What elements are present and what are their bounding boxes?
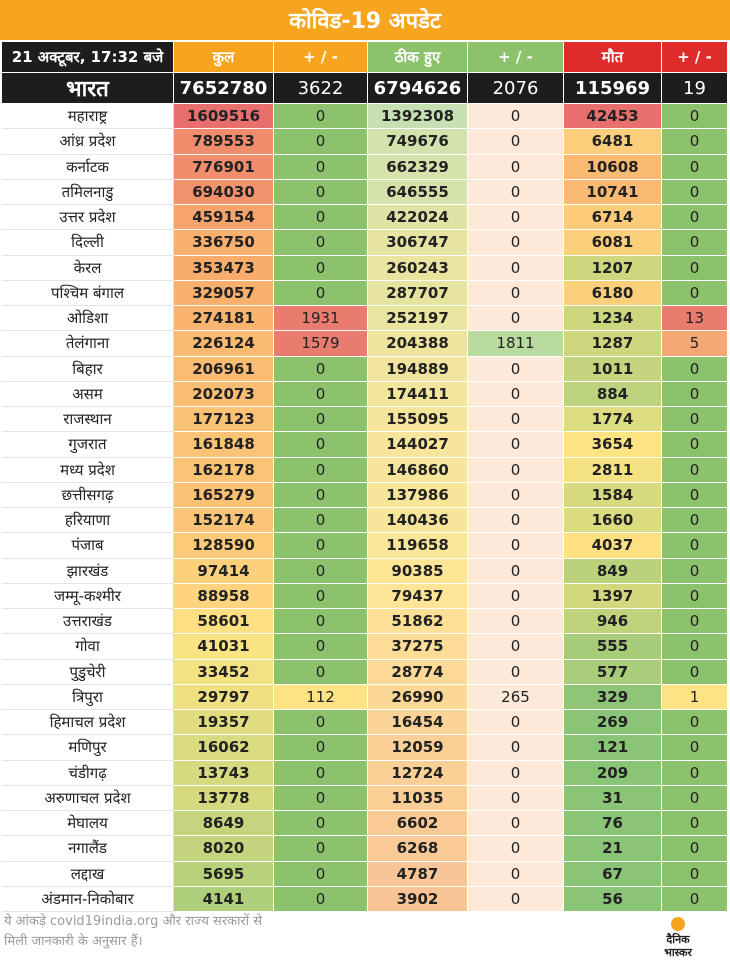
state-name: नगालैंड — [2, 836, 174, 861]
recovered-delta-cell: 0 — [468, 306, 564, 331]
deaths-delta-cell: 0 — [662, 104, 728, 129]
state-name: पंजाब — [2, 533, 174, 558]
recovered-cell: 12059 — [368, 735, 468, 760]
deaths-cell: 3654 — [564, 432, 662, 457]
table-row — [2, 660, 728, 685]
deaths-delta-cell: 0 — [662, 634, 728, 659]
state-name: अरुणाचल प्रदेश — [2, 786, 174, 811]
recovered-delta-cell: 0 — [468, 735, 564, 760]
deaths-delta-cell: 0 — [662, 382, 728, 407]
deaths-cell: 1234 — [564, 306, 662, 331]
recovered-delta-cell: 0 — [468, 155, 564, 180]
total-cell: 97414 — [174, 559, 274, 584]
recovered-cell: 3902 — [368, 887, 468, 912]
total-cell: 776901 — [174, 155, 274, 180]
state-name: तेलंगाना — [2, 331, 174, 356]
national-row — [2, 73, 728, 103]
total-delta-cell: 0 — [274, 155, 368, 180]
total-cell: 13778 — [174, 786, 274, 811]
state-name: पुडुचेरी — [2, 660, 174, 685]
recovered-delta-cell: 0 — [468, 660, 564, 685]
total-cell: 165279 — [174, 483, 274, 508]
deaths-cell: 10741 — [564, 180, 662, 205]
total-cell: 88958 — [174, 584, 274, 609]
recovered-delta-cell: 0 — [468, 180, 564, 205]
recovered-delta-cell: 0 — [468, 104, 564, 129]
recovered-cell: 155095 — [368, 407, 468, 432]
total-delta-cell: 0 — [274, 508, 368, 533]
total-delta-cell: 0 — [274, 407, 368, 432]
recovered-delta-cell: 0 — [468, 887, 564, 912]
total-cell: 8649 — [174, 811, 274, 836]
recovered-cell: 6268 — [368, 836, 468, 861]
table-row — [2, 331, 728, 356]
total-delta-cell: 0 — [274, 104, 368, 129]
recovered-cell: 6602 — [368, 811, 468, 836]
deaths-delta-cell: 1 — [662, 685, 728, 710]
deaths-delta-cell: 0 — [662, 230, 728, 255]
deaths-delta-cell: 0 — [662, 483, 728, 508]
recovered-cell: 144027 — [368, 432, 468, 457]
table-row — [2, 180, 728, 205]
source-note-line2: मिली जानकारी के अनुसार हैं। — [4, 934, 143, 949]
recovered-delta-cell: 0 — [468, 357, 564, 382]
table-header — [2, 42, 728, 72]
deaths-delta-cell: 0 — [662, 407, 728, 432]
deaths-cell: 6481 — [564, 129, 662, 154]
total-delta-cell: 0 — [274, 862, 368, 887]
state-name: उत्तराखंड — [2, 609, 174, 634]
total-cell: 1609516 — [174, 104, 274, 129]
recovered-cell: 11035 — [368, 786, 468, 811]
deaths-delta-cell: 0 — [662, 508, 728, 533]
recovered-delta-cell: 1811 — [468, 331, 564, 356]
recovered-delta-cell: 0 — [468, 811, 564, 836]
state-name: चंडीगढ़ — [2, 761, 174, 786]
deaths-cell: 577 — [564, 660, 662, 685]
state-name: केरल — [2, 256, 174, 281]
deaths-cell: 56 — [564, 887, 662, 912]
total-cell: 226124 — [174, 331, 274, 356]
deaths-cell: 269 — [564, 710, 662, 735]
deaths-cell: 31 — [564, 786, 662, 811]
national-recovered-delta: 2076 — [468, 73, 564, 103]
total-cell: 162178 — [174, 458, 274, 483]
recovered-cell: 422024 — [368, 205, 468, 230]
recovered-delta-cell: 0 — [468, 281, 564, 306]
total-delta-cell: 0 — [274, 761, 368, 786]
total-delta-cell: 0 — [274, 660, 368, 685]
recovered-cell: 1392308 — [368, 104, 468, 129]
recovered-cell: 174411 — [368, 382, 468, 407]
table-row — [2, 811, 728, 836]
deaths-cell: 946 — [564, 609, 662, 634]
table-row — [2, 584, 728, 609]
total-delta-cell: 1579 — [274, 331, 368, 356]
recovered-delta-cell: 265 — [468, 685, 564, 710]
total-cell: 202073 — [174, 382, 274, 407]
table-row — [2, 533, 728, 558]
deaths-cell: 1584 — [564, 483, 662, 508]
state-name: गुजरात — [2, 432, 174, 457]
deaths-delta-cell: 0 — [662, 811, 728, 836]
recovered-cell: 51862 — [368, 609, 468, 634]
total-cell: 789553 — [174, 129, 274, 154]
total-delta-cell: 0 — [274, 634, 368, 659]
state-name: लद्दाख — [2, 862, 174, 887]
recovered-cell: 287707 — [368, 281, 468, 306]
total-cell: 694030 — [174, 180, 274, 205]
total-delta-cell: 0 — [274, 458, 368, 483]
recovered-cell: 16454 — [368, 710, 468, 735]
national-deaths-delta: 19 — [662, 73, 728, 103]
deaths-cell: 67 — [564, 862, 662, 887]
deaths-cell: 42453 — [564, 104, 662, 129]
table-row — [2, 862, 728, 887]
state-name: कर्नाटक — [2, 155, 174, 180]
table-row — [2, 761, 728, 786]
deaths-delta-cell: 0 — [662, 786, 728, 811]
recovered-delta-cell: 0 — [468, 407, 564, 432]
recovered-cell: 260243 — [368, 256, 468, 281]
total-delta-cell: 0 — [274, 432, 368, 457]
table-row — [2, 230, 728, 255]
total-delta-cell: 0 — [274, 281, 368, 306]
recovered-delta-cell: 0 — [468, 508, 564, 533]
deaths-cell: 6180 — [564, 281, 662, 306]
deaths-cell: 1660 — [564, 508, 662, 533]
total-delta-cell: 0 — [274, 887, 368, 912]
state-name: हिमाचल प्रदेश — [2, 710, 174, 735]
deaths-delta-cell: 0 — [662, 432, 728, 457]
recovered-delta-cell: 0 — [468, 634, 564, 659]
table-row — [2, 685, 728, 710]
deaths-cell: 4037 — [564, 533, 662, 558]
state-name: असम — [2, 382, 174, 407]
recovered-header: ठीक हुए — [368, 42, 468, 72]
table-row — [2, 205, 728, 230]
recovered-delta-cell: 0 — [468, 382, 564, 407]
state-name: मणिपुर — [2, 735, 174, 760]
total-delta-cell: 0 — [274, 230, 368, 255]
total-delta-cell: 0 — [274, 483, 368, 508]
total-delta-cell: 0 — [274, 735, 368, 760]
total-cell: 274181 — [174, 306, 274, 331]
table-row — [2, 887, 728, 912]
state-name: मेघालय — [2, 811, 174, 836]
state-name: हरियाणा — [2, 508, 174, 533]
table-row — [2, 306, 728, 331]
recovered-cell: 37275 — [368, 634, 468, 659]
total-cell: 206961 — [174, 357, 274, 382]
logo-text-2: भास्कर — [664, 946, 692, 959]
state-name: अंडमान-निकोबार — [2, 887, 174, 912]
deaths-delta-cell: 0 — [662, 458, 728, 483]
total-delta-cell: 1931 — [274, 306, 368, 331]
table-row — [2, 256, 728, 281]
deaths-cell: 1397 — [564, 584, 662, 609]
deaths-delta-cell: 0 — [662, 155, 728, 180]
deaths-delta-cell: 0 — [662, 584, 728, 609]
recovered-delta-cell: 0 — [468, 230, 564, 255]
source-note — [4, 912, 404, 952]
recovered-cell: 749676 — [368, 129, 468, 154]
recovered-cell: 4787 — [368, 862, 468, 887]
table-row — [2, 129, 728, 154]
recovered-delta-cell: 0 — [468, 129, 564, 154]
total-delta-cell: 0 — [274, 786, 368, 811]
deaths-cell: 6081 — [564, 230, 662, 255]
total-delta-header: + / - — [274, 42, 368, 72]
total-delta-cell: 0 — [274, 836, 368, 861]
state-name: राजस्थान — [2, 407, 174, 432]
recovered-cell: 90385 — [368, 559, 468, 584]
recovered-delta-cell: 0 — [468, 836, 564, 861]
state-name: पश्चिम बंगाल — [2, 281, 174, 306]
deaths-delta-cell: 0 — [662, 609, 728, 634]
total-delta-cell: 0 — [274, 584, 368, 609]
national-recovered: 6794626 — [368, 73, 468, 103]
state-name: मध्य प्रदेश — [2, 458, 174, 483]
table-row — [2, 735, 728, 760]
deaths-delta-cell: 0 — [662, 660, 728, 685]
recovered-delta-cell: 0 — [468, 559, 564, 584]
deaths-cell: 1207 — [564, 256, 662, 281]
recovered-cell: 79437 — [368, 584, 468, 609]
deaths-header: मौत — [564, 42, 662, 72]
deaths-cell: 121 — [564, 735, 662, 760]
deaths-delta-cell: 0 — [662, 862, 728, 887]
recovered-delta-cell: 0 — [468, 483, 564, 508]
dainik-bhaskar-logo — [650, 914, 706, 960]
deaths-delta-header: + / - — [662, 42, 728, 72]
sun-icon — [671, 917, 685, 931]
total-cell: 29797 — [174, 685, 274, 710]
state-name: ओडिशा — [2, 306, 174, 331]
recovered-cell: 146860 — [368, 458, 468, 483]
recovered-delta-cell: 0 — [468, 205, 564, 230]
recovered-delta-cell: 0 — [468, 609, 564, 634]
table-row — [2, 281, 728, 306]
table-row — [2, 407, 728, 432]
total-cell: 329057 — [174, 281, 274, 306]
total-cell: 8020 — [174, 836, 274, 861]
total-delta-cell: 0 — [274, 382, 368, 407]
total-delta-cell: 112 — [274, 685, 368, 710]
total-cell: 128590 — [174, 533, 274, 558]
table-row — [2, 609, 728, 634]
recovered-cell: 26990 — [368, 685, 468, 710]
recovered-cell: 140436 — [368, 508, 468, 533]
recovered-delta-cell: 0 — [468, 432, 564, 457]
table-row — [2, 710, 728, 735]
deaths-cell: 1287 — [564, 331, 662, 356]
state-name: जम्मू-कश्मीर — [2, 584, 174, 609]
deaths-delta-cell: 0 — [662, 761, 728, 786]
deaths-cell: 329 — [564, 685, 662, 710]
table-row — [2, 357, 728, 382]
total-cell: 161848 — [174, 432, 274, 457]
state-name: महाराष्ट्र — [2, 104, 174, 129]
state-name: तमिलनाडु — [2, 180, 174, 205]
total-cell: 336750 — [174, 230, 274, 255]
logo-text-1: दैनिक — [666, 933, 690, 946]
recovered-cell: 119658 — [368, 533, 468, 558]
deaths-cell: 1011 — [564, 357, 662, 382]
total-delta-cell: 0 — [274, 710, 368, 735]
deaths-cell: 6714 — [564, 205, 662, 230]
table-row — [2, 458, 728, 483]
total-cell: 459154 — [174, 205, 274, 230]
total-cell: 13743 — [174, 761, 274, 786]
deaths-delta-cell: 0 — [662, 887, 728, 912]
recovered-delta-cell: 0 — [468, 584, 564, 609]
state-name: छत्तीसगढ़ — [2, 483, 174, 508]
recovered-delta-cell: 0 — [468, 862, 564, 887]
total-cell: 41031 — [174, 634, 274, 659]
recovered-delta-cell: 0 — [468, 786, 564, 811]
national-deaths: 115969 — [564, 73, 662, 103]
state-name: गोवा — [2, 634, 174, 659]
recovered-delta-cell: 0 — [468, 761, 564, 786]
deaths-cell: 76 — [564, 811, 662, 836]
total-delta-cell: 0 — [274, 357, 368, 382]
total-cell: 33452 — [174, 660, 274, 685]
national-total: 7652780 — [174, 73, 274, 103]
deaths-cell: 1774 — [564, 407, 662, 432]
total-delta-cell: 0 — [274, 609, 368, 634]
deaths-delta-cell: 0 — [662, 205, 728, 230]
deaths-cell: 849 — [564, 559, 662, 584]
table-row — [2, 634, 728, 659]
table-row — [2, 836, 728, 861]
deaths-delta-cell: 0 — [662, 357, 728, 382]
total-cell: 152174 — [174, 508, 274, 533]
total-delta-cell: 0 — [274, 180, 368, 205]
national-total-delta: 3622 — [274, 73, 368, 103]
table-row — [2, 786, 728, 811]
national-name: भारत — [2, 73, 174, 103]
total-delta-cell: 0 — [274, 533, 368, 558]
table-row — [2, 432, 728, 457]
deaths-cell: 2811 — [564, 458, 662, 483]
recovered-delta-cell: 0 — [468, 458, 564, 483]
total-cell: 58601 — [174, 609, 274, 634]
deaths-delta-cell: 0 — [662, 533, 728, 558]
recovered-delta-cell: 0 — [468, 533, 564, 558]
deaths-delta-cell: 0 — [662, 256, 728, 281]
state-name: दिल्ली — [2, 230, 174, 255]
total-cell: 5695 — [174, 862, 274, 887]
total-cell: 177123 — [174, 407, 274, 432]
recovered-cell: 137986 — [368, 483, 468, 508]
total-delta-cell: 0 — [274, 129, 368, 154]
deaths-delta-cell: 0 — [662, 735, 728, 760]
recovered-cell: 662329 — [368, 155, 468, 180]
total-delta-cell: 0 — [274, 256, 368, 281]
total-delta-cell: 0 — [274, 559, 368, 584]
date-header: 21 अक्टूबर, 17:32 बजे — [2, 42, 174, 72]
recovered-delta-cell: 0 — [468, 256, 564, 281]
state-table — [2, 104, 728, 912]
total-cell: 4141 — [174, 887, 274, 912]
page-title: कोविड-19 अपडेट — [0, 0, 730, 40]
recovered-delta-cell: 0 — [468, 710, 564, 735]
recovered-cell: 306747 — [368, 230, 468, 255]
recovered-cell: 204388 — [368, 331, 468, 356]
total-delta-cell: 0 — [274, 205, 368, 230]
state-name: आंध्र प्रदेश — [2, 129, 174, 154]
total-header: कुल — [174, 42, 274, 72]
recovered-delta-header: + / - — [468, 42, 564, 72]
state-name: त्रिपुरा — [2, 685, 174, 710]
deaths-delta-cell: 0 — [662, 180, 728, 205]
table-row — [2, 483, 728, 508]
deaths-cell: 209 — [564, 761, 662, 786]
deaths-delta-cell: 0 — [662, 281, 728, 306]
deaths-delta-cell: 5 — [662, 331, 728, 356]
state-name: बिहार — [2, 357, 174, 382]
state-name: झारखंड — [2, 559, 174, 584]
table-row — [2, 155, 728, 180]
deaths-cell: 10608 — [564, 155, 662, 180]
total-delta-cell: 0 — [274, 811, 368, 836]
deaths-cell: 555 — [564, 634, 662, 659]
deaths-delta-cell: 0 — [662, 129, 728, 154]
recovered-cell: 252197 — [368, 306, 468, 331]
total-cell: 19357 — [174, 710, 274, 735]
state-name: उत्तर प्रदेश — [2, 205, 174, 230]
deaths-delta-cell: 13 — [662, 306, 728, 331]
source-note-line1: ये आंकड़े covid19india.org और राज्य सरकारों से — [4, 914, 263, 929]
total-cell: 16062 — [174, 735, 274, 760]
deaths-delta-cell: 0 — [662, 559, 728, 584]
deaths-cell: 884 — [564, 382, 662, 407]
table-row — [2, 508, 728, 533]
deaths-delta-cell: 0 — [662, 836, 728, 861]
recovered-cell: 28774 — [368, 660, 468, 685]
recovered-cell: 194889 — [368, 357, 468, 382]
deaths-delta-cell: 0 — [662, 710, 728, 735]
recovered-cell: 646555 — [368, 180, 468, 205]
table-row — [2, 559, 728, 584]
table-row — [2, 104, 728, 129]
total-cell: 353473 — [174, 256, 274, 281]
deaths-cell: 21 — [564, 836, 662, 861]
recovered-cell: 12724 — [368, 761, 468, 786]
table-row — [2, 382, 728, 407]
